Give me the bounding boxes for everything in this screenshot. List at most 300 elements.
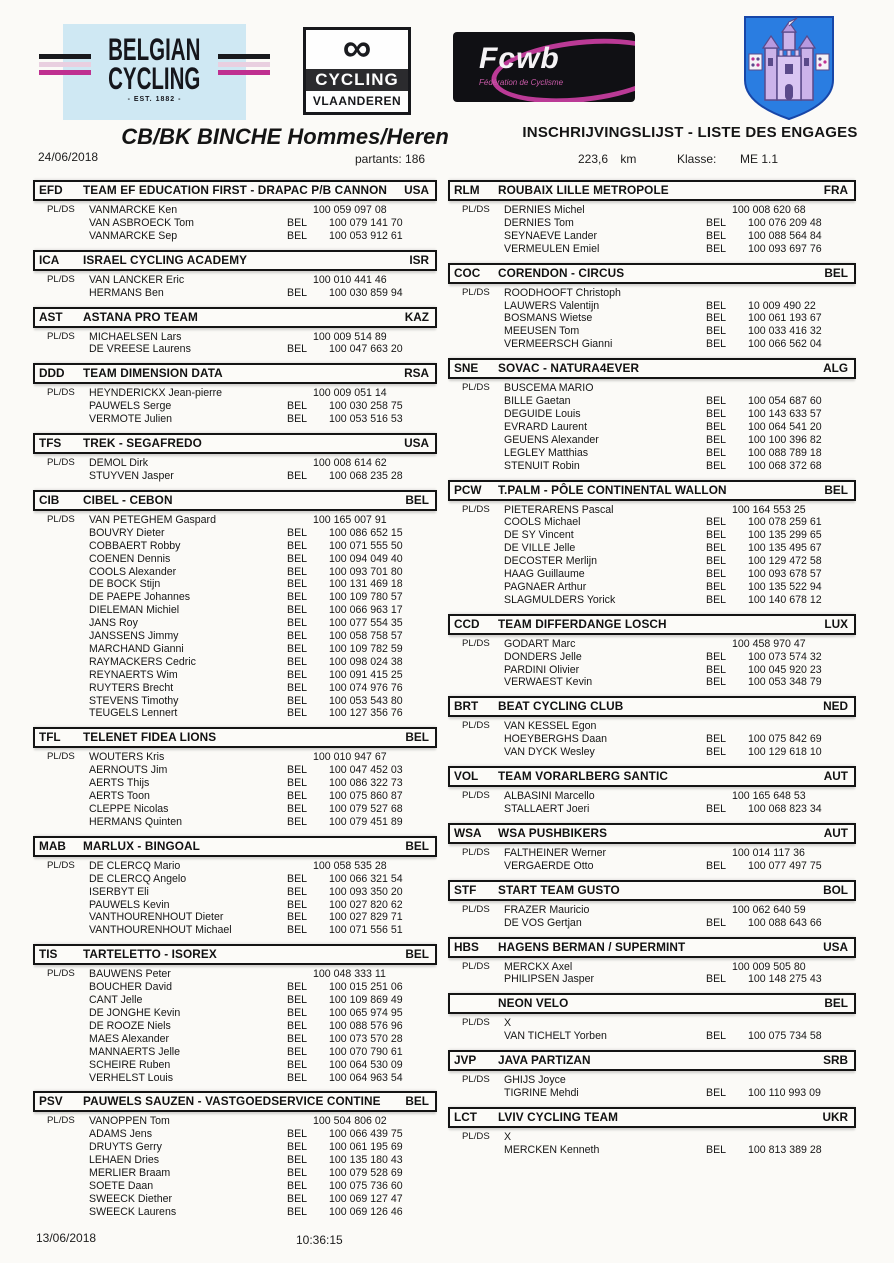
team-country-badge: ISR (409, 252, 429, 267)
rider-name: SEYNAEVE Lander (504, 229, 598, 242)
team-rider-list (448, 201, 856, 258)
team-header (33, 180, 437, 201)
rider-row (448, 230, 856, 243)
rider-uci-id: 100 109 780 57 (329, 591, 403, 604)
rider-uci-id: 100 014 117 36 (732, 846, 805, 859)
rider-row (33, 669, 437, 682)
team-rider-list (33, 965, 437, 1086)
team-header (448, 480, 856, 501)
plds-label (33, 695, 89, 708)
rider-row (448, 904, 856, 917)
rider-uci-id: 100 073 574 32 (748, 650, 822, 663)
rider-name: PAUWELS Serge (89, 400, 172, 413)
rider-name: VANTHOURENHOUT Michael (89, 924, 232, 937)
rider-name: DERNIES Michel (504, 204, 585, 216)
rider-name: DEGUIDE Louis (504, 407, 581, 420)
team-country-badge: BEL (405, 838, 429, 853)
rider-country: BEL (706, 338, 727, 351)
rider-name: MERCKX Axel (504, 960, 573, 973)
teams-column-right (448, 180, 856, 1164)
rider-row (33, 1154, 437, 1167)
rider-name: BAUWENS Peter (89, 968, 171, 981)
team-name: JAVA PARTIZAN (498, 1053, 591, 1068)
plds-label (448, 651, 504, 664)
event-date: 24/06/2018 (38, 150, 99, 164)
plds-label (33, 816, 89, 829)
team-name: T.PALM - PÔLE CONTINENTAL WALLON (498, 482, 727, 497)
rider-name: MICHAELSEN Lars (89, 330, 182, 343)
belgian-cycling-line1: BELGIAN (108, 32, 201, 67)
rider-row (448, 973, 856, 986)
rider-name: SOETE Daan (89, 1179, 154, 1192)
belgian-cycling-logo-inner (39, 32, 270, 96)
plds-label (33, 1206, 89, 1219)
rider-row (448, 542, 856, 555)
rider-name: VAN ASBROECK Tom (89, 216, 194, 229)
rider-uci-id: 100 053 543 80 (329, 694, 403, 707)
plds-label (448, 529, 504, 542)
rider-row (448, 395, 856, 408)
plds-label (33, 1167, 89, 1180)
rider-row (448, 243, 856, 256)
team-country-badge: USA (404, 183, 429, 197)
rider-country: BEL (706, 542, 727, 555)
rider-row (448, 447, 856, 460)
team-code: TFS (39, 436, 62, 451)
rider-name: AERTS Thijs (89, 777, 150, 790)
plds-label: PL/DS (462, 204, 490, 215)
rider-row (448, 733, 856, 746)
team-header (33, 307, 437, 328)
rider-name: ALBASINI Marcello (504, 790, 595, 803)
list-title: INSCHRIJVINGSLIJST - LISTE DES ENGAGES (522, 124, 858, 141)
rider-uci-id: 100 813 389 28 (748, 1143, 822, 1156)
plds-label: PL/DS (462, 790, 490, 802)
rider-row (448, 325, 856, 338)
plds-label: PL/DS (462, 1074, 490, 1086)
rider-uci-id: 100 009 505 80 (732, 960, 806, 973)
team-country-badge: BEL (405, 492, 429, 507)
rider-row (33, 553, 437, 566)
team-name: NEON VELO (498, 996, 569, 1011)
team-rider-list (448, 635, 856, 692)
rider-uci-id: 100 504 806 02 (313, 1115, 387, 1128)
rider-row (33, 1206, 437, 1219)
rider-country: BEL (706, 676, 727, 689)
rider-row (448, 568, 856, 581)
team-box (448, 614, 856, 692)
rider-name: COOLS Alexander (89, 565, 177, 578)
rider-row (33, 911, 437, 924)
rider-row (448, 1017, 856, 1030)
plds-label (448, 1087, 504, 1100)
plds-label (33, 1033, 89, 1046)
rider-row (33, 1128, 437, 1141)
team-country-badge: KAZ (404, 309, 429, 324)
team-rider-list (448, 901, 856, 932)
rider-name: VANTHOURENHOUT Dieter (89, 911, 224, 924)
team-country-badge: BOL (823, 882, 848, 897)
plds-label (448, 300, 504, 313)
rider-name: DE VREESE Laurens (89, 343, 191, 356)
rider-country: BEL (287, 1032, 308, 1045)
team-code: RLM (454, 183, 480, 197)
plds-label: PL/DS (462, 720, 490, 732)
rider-uci-id: 100 054 687 60 (748, 395, 822, 408)
team-rider-list (448, 1014, 856, 1045)
rider-uci-id (732, 287, 840, 300)
rider-row (33, 630, 437, 643)
rider-row (33, 217, 437, 230)
rider-row (33, 413, 437, 426)
team-code: ICA (39, 252, 60, 267)
rider-uci-id: 100 069 127 47 (329, 1192, 403, 1205)
team-header (448, 766, 856, 787)
rider-uci-id: 100 066 562 04 (748, 338, 822, 351)
rider-uci-id: 100 077 497 75 (748, 859, 822, 872)
rider-name: DRUYTS Gerry (89, 1141, 162, 1154)
plds-label (33, 1128, 89, 1141)
rider-uci-id (732, 1131, 840, 1144)
team-name: TARTELETTO - ISOREX (83, 947, 217, 962)
plds-label (448, 594, 504, 607)
rider-country: BEL (706, 229, 727, 242)
rider-row (33, 274, 437, 287)
rider-name: PAUWELS Kevin (89, 898, 170, 911)
rider-country: BEL (287, 1154, 308, 1167)
rider-country: BEL (287, 885, 308, 898)
rider-row (33, 1115, 437, 1128)
rider-country: BEL (287, 707, 308, 720)
rider-row (33, 514, 437, 527)
rider-country: BEL (287, 591, 308, 604)
rider-uci-id: 100 064 963 54 (329, 1071, 403, 1084)
team-box (33, 180, 437, 245)
team-country-badge: ALG (823, 361, 848, 376)
rider-country: BEL (287, 1167, 308, 1180)
rider-country: BEL (706, 459, 727, 472)
plds-label (33, 591, 89, 604)
rider-name: STENUIT Robin (504, 459, 580, 472)
rider-row (33, 604, 437, 617)
rider-uci-id: 100 058 758 57 (329, 630, 403, 643)
plds-label (448, 338, 504, 351)
team-header (448, 880, 856, 901)
rider-row (448, 1074, 856, 1087)
rider-row (448, 421, 856, 434)
rider-uci-id: 100 053 912 61 (329, 229, 403, 242)
plds-label (448, 542, 504, 555)
plds-label (448, 325, 504, 338)
rider-uci-id: 100 068 235 28 (329, 469, 403, 482)
rider-uci-id: 100 135 299 65 (748, 529, 822, 542)
plds-label: PL/DS (462, 382, 490, 394)
rider-name: DE JONGHE Kevin (89, 1006, 181, 1019)
rider-name: BILLE Gaetan (504, 395, 571, 408)
rider-uci-id: 100 071 556 51 (329, 924, 403, 937)
team-header (448, 358, 856, 379)
rider-country: BEL (287, 1141, 308, 1154)
rider-row (33, 751, 437, 764)
team-header (448, 993, 856, 1014)
rider-name: DEMOL Dirk (89, 457, 149, 470)
plds-label: PL/DS (47, 387, 75, 399)
rider-name: LAUWERS Valentijn (504, 299, 600, 312)
rider-row (448, 664, 856, 677)
rider-row (33, 1167, 437, 1180)
team-header (33, 727, 437, 748)
plds-label: PL/DS (462, 503, 490, 515)
rider-country: BEL (706, 216, 727, 229)
rider-name: PIETERARENS Pascal (504, 503, 614, 516)
team-code: WSA (454, 825, 482, 840)
team-box (33, 363, 437, 428)
plds-label (448, 1030, 504, 1043)
team-header (33, 1091, 437, 1112)
team-country-badge: SRB (823, 1053, 848, 1068)
plds-label: PL/DS (47, 513, 75, 525)
rider-row (33, 331, 437, 344)
rider-row (33, 591, 437, 604)
rider-country: BEL (287, 872, 308, 885)
team-rider-list (33, 384, 437, 428)
rider-row (448, 917, 856, 930)
plds-label (33, 707, 89, 720)
rider-name: CLEPPE Nicolas (89, 803, 169, 815)
plds-label (448, 421, 504, 434)
plds-label (448, 746, 504, 759)
plds-label (33, 924, 89, 937)
rider-uci-id: 100 064 541 20 (748, 420, 822, 433)
plds-label (448, 676, 504, 689)
rider-country: BEL (287, 898, 308, 911)
rider-country: BEL (287, 815, 308, 828)
team-box (448, 880, 856, 932)
rider-name: PARDINI Olivier (504, 663, 580, 676)
rider-row (448, 803, 856, 816)
rider-uci-id: 100 109 782 59 (329, 642, 403, 655)
rider-row (33, 764, 437, 777)
team-country-badge: USA (823, 939, 848, 954)
cycling-vlaanderen-line2: VLAANDEREN (306, 91, 408, 112)
rider-country: BEL (706, 580, 727, 593)
plds-label (33, 230, 89, 243)
rider-uci-id: 100 100 396 82 (748, 433, 822, 446)
rider-uci-id (732, 1017, 840, 1030)
rider-uci-id: 100 088 576 96 (329, 1019, 403, 1032)
rider-country: BEL (706, 859, 727, 872)
cycling-vlaanderen-logo (303, 27, 411, 115)
plds-label (33, 1154, 89, 1167)
team-name: START TEAM GUSTO (498, 882, 620, 897)
team-header (448, 1107, 856, 1128)
rider-name: BUSCEMA MARIO (504, 382, 594, 395)
rider-country: BEL (287, 552, 308, 565)
rider-country: BEL (287, 1205, 308, 1218)
rider-name: STUYVEN Jasper (89, 469, 174, 482)
team-header (33, 944, 437, 965)
plds-label (33, 343, 89, 356)
team-header (448, 937, 856, 958)
rider-uci-id: 100 129 472 58 (748, 555, 822, 568)
plds-label (448, 581, 504, 594)
plds-label (33, 777, 89, 790)
plds-label (33, 790, 89, 803)
plds-label: PL/DS (47, 204, 75, 215)
rider-country: BEL (287, 777, 308, 790)
plds-label (33, 1072, 89, 1085)
rider-name: MARCHAND Gianni (89, 642, 184, 655)
plds-label (33, 1193, 89, 1206)
rider-row (33, 457, 437, 470)
rider-uci-id: 100 088 643 66 (748, 916, 822, 929)
rider-row (448, 1030, 856, 1043)
team-code: VOL (454, 769, 479, 784)
rider-name: EVRARD Laurent (504, 420, 588, 433)
rider-row (448, 408, 856, 421)
team-rider-list (33, 201, 437, 245)
plds-label (33, 981, 89, 994)
rider-uci-id: 100 066 963 17 (329, 604, 403, 617)
team-rider-list (33, 1112, 437, 1220)
rider-uci-id: 100 073 570 28 (329, 1032, 403, 1045)
rider-row (33, 1020, 437, 1033)
rider-name: VERMEERSCH Gianni (504, 338, 613, 351)
partants-value: 186 (405, 152, 426, 166)
teams-column-left (33, 180, 437, 1226)
rider-row (33, 886, 437, 899)
rider-country: BEL (287, 1192, 308, 1205)
plds-label (448, 217, 504, 230)
team-rider-list (33, 511, 437, 723)
team-country-badge: USA (404, 436, 429, 451)
rider-uci-id: 100 065 974 95 (329, 1006, 403, 1019)
rider-country: BEL (706, 733, 727, 746)
rider-uci-id: 100 079 527 68 (329, 803, 403, 815)
team-rider-list (33, 328, 437, 359)
rider-uci-id: 100 068 372 68 (748, 459, 822, 472)
team-country-badge: UKR (822, 1109, 848, 1124)
rider-row (33, 968, 437, 981)
rider-name: RAYMACKERS Cedric (89, 655, 196, 668)
rider-name: DE SY Vincent (504, 529, 574, 542)
team-header (33, 433, 437, 454)
rider-uci-id: 100 086 322 73 (329, 777, 403, 790)
rider-row (33, 343, 437, 356)
rider-row (33, 230, 437, 243)
rider-country: BEL (706, 407, 727, 420)
plds-label (448, 408, 504, 421)
team-name: LVIV CYCLING TEAM (498, 1109, 619, 1124)
rider-row (448, 860, 856, 873)
rider-name: DONDERS Jelle (504, 650, 582, 663)
plds-label (33, 1141, 89, 1154)
fcwb-logo (453, 32, 635, 102)
rider-name: COBBAERT Robby (89, 539, 181, 552)
rider-country: BEL (706, 568, 727, 581)
rider-row (448, 382, 856, 395)
team-box (33, 727, 437, 830)
rider-uci-id: 100 143 633 57 (748, 407, 822, 420)
rider-uci-id: 100 064 530 09 (329, 1058, 403, 1071)
team-country-badge: AUT (823, 769, 848, 784)
rider-country: BEL (706, 916, 727, 929)
team-header (448, 263, 856, 284)
rider-name: DE VILLE Jelle (504, 542, 576, 555)
team-box (448, 1050, 856, 1102)
rider-country: BEL (287, 790, 308, 803)
plds-label: PL/DS (462, 903, 490, 915)
rider-country: BEL (287, 1019, 308, 1032)
rider-country: BEL (287, 1179, 308, 1192)
rider-row (33, 924, 437, 937)
rider-uci-id: 100 078 259 61 (748, 516, 822, 529)
rider-row (33, 470, 437, 483)
rider-country: BEL (287, 539, 308, 552)
rider-row (448, 961, 856, 974)
rider-country: BEL (706, 420, 727, 433)
team-name: SOVAC - NATURA4EVER (498, 361, 640, 376)
team-rider-list (33, 748, 437, 830)
rider-row (33, 643, 437, 656)
rider-uci-id: 100 079 528 69 (329, 1167, 403, 1180)
rider-name: COENEN Dennis (89, 552, 171, 565)
rider-name: LEGLEY Matthias (504, 446, 589, 459)
rider-uci-id: 100 093 678 57 (748, 568, 822, 581)
race-distance (578, 152, 636, 166)
team-country-badge: LUX (824, 616, 848, 631)
rider-country: BEL (287, 1045, 308, 1058)
team-rider-list (448, 1071, 856, 1102)
team-rider-list (33, 857, 437, 939)
team-box (448, 180, 856, 258)
rider-uci-id: 100 094 049 40 (329, 552, 403, 565)
belgian-cycling-logo-text (108, 32, 201, 96)
team-name: TEAM DIFFERDANGE LOSCH (498, 616, 667, 631)
rider-country: BEL (287, 526, 308, 539)
rider-row (448, 504, 856, 517)
rider-name: VANOPPEN Tom (89, 1115, 170, 1128)
plds-label (33, 764, 89, 777)
rider-uci-id: 100 127 356 76 (329, 707, 403, 720)
team-country-badge: NED (823, 699, 848, 714)
rider-name: VAN LANCKER Eric (89, 273, 185, 286)
rider-name: GEUENS Alexander (504, 433, 599, 446)
rider-uci-id: 100 135 522 94 (748, 580, 822, 593)
plds-label (33, 413, 89, 426)
rider-name: DIELEMAN Michiel (89, 604, 180, 617)
plds-label (448, 312, 504, 325)
rider-name: CANT Jelle (89, 994, 143, 1007)
rider-uci-id: 100 062 640 59 (732, 903, 806, 916)
rider-uci-id: 100 165 648 53 (732, 790, 806, 803)
rider-name: FRAZER Mauricio (504, 903, 590, 916)
team-code: DDD (39, 366, 65, 381)
rider-country: BEL (287, 343, 308, 356)
infinity-icon: ∞ (342, 25, 372, 70)
rider-row (33, 578, 437, 591)
plds-label (448, 917, 504, 930)
plds-label (33, 287, 89, 300)
belgian-cycling-est: - EST. 1882 - (127, 95, 182, 103)
plds-label (33, 682, 89, 695)
rider-uci-id: 100 009 514 89 (313, 330, 387, 343)
team-rider-list (33, 271, 437, 302)
team-name: TEAM VORARLBERG SANTIC (498, 769, 668, 784)
plds-label: PL/DS (462, 1017, 490, 1029)
rider-country: BEL (287, 630, 308, 643)
team-code: HBS (454, 939, 479, 954)
